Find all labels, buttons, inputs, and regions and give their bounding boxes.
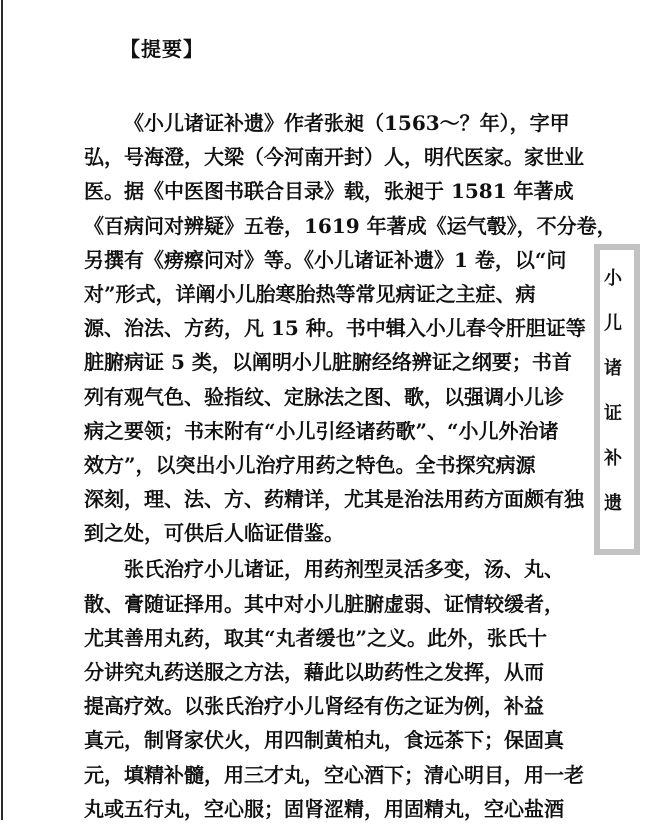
text-line: 散、膏随证择用。其中对小儿脏腑虚弱、证情较缓者， xyxy=(84,591,564,616)
text-line: 分讲究丸药送服之方法，藉此以助药性之发挥，从而 xyxy=(84,660,544,684)
text-line: 效方”，以突出小儿治疗用药之特色。全书探究病源 xyxy=(84,452,536,477)
text-line: 源、治法、方药，凡 15 种。书中辑入小儿春令肝胆证等 xyxy=(84,316,586,341)
text-line: 医。据《中医图书联合目录》载，张昶于 1581 年著成 xyxy=(84,179,574,204)
text-line: 对”形式，详阐小儿胎寒胎热等常见病证之主症、病 xyxy=(84,281,536,306)
section-heading: 【提要】 xyxy=(120,37,204,61)
text-line: 丸或五行丸，空心服；固肾涩精，用固精丸，空心盐酒 xyxy=(84,796,564,821)
text-line: 《百病问对辨疑》五卷，1619 年著成《运气彀》，不分卷， xyxy=(84,213,617,238)
text-line: 元，填精补髓，用三才丸，空心酒下；清心明目，用一老 xyxy=(84,762,584,787)
chapter-side-tab xyxy=(594,244,640,555)
text-line: 病之要领；书末附有“小儿引经诸药歌”、“小儿外治诸 xyxy=(84,418,559,443)
text-line: 到之处，可供后人临证借鉴。 xyxy=(84,521,344,546)
text-line: 列有观气色、验指纹、定脉法之图、歌，以强调小儿诊 xyxy=(84,384,564,409)
text-line: 深刻，理、法、方、药精详，尤其是治法用药方面颇有独 xyxy=(84,487,584,512)
text-line: 尤其善用丸药，取其“丸者缓也”之义。此外，张氏十 xyxy=(84,625,548,650)
text-line: 脏腑病证 5 类，以阐明小儿脏腑经络辨证之纲要；书首 xyxy=(84,350,572,375)
text-line: 真元，制肾家伏火，用四制黄柏丸，食远茶下；保固真 xyxy=(84,728,564,753)
text-line: 张氏治疗小儿诸证，用药剂型灵活多变，汤、丸、 xyxy=(124,557,564,582)
text-line: 弘，号海澄，大梁（今河南开封）人，明代医家。家世业 xyxy=(84,145,584,170)
text-line: 另撰有《痨瘵问对》等。《小儿诸证补遗》1 卷，以“问 xyxy=(84,247,567,272)
body-text xyxy=(84,106,617,826)
side-tab-label: 小儿诸证补遗 xyxy=(601,268,622,538)
page-left-border xyxy=(1,0,3,820)
text-line: 提高疗效。以张氏治疗小儿肾经有伤之证为例，补益 xyxy=(84,694,544,719)
text-line: 《小儿诸证补遗》作者张昶（1563～？年），字甲 xyxy=(124,111,570,135)
